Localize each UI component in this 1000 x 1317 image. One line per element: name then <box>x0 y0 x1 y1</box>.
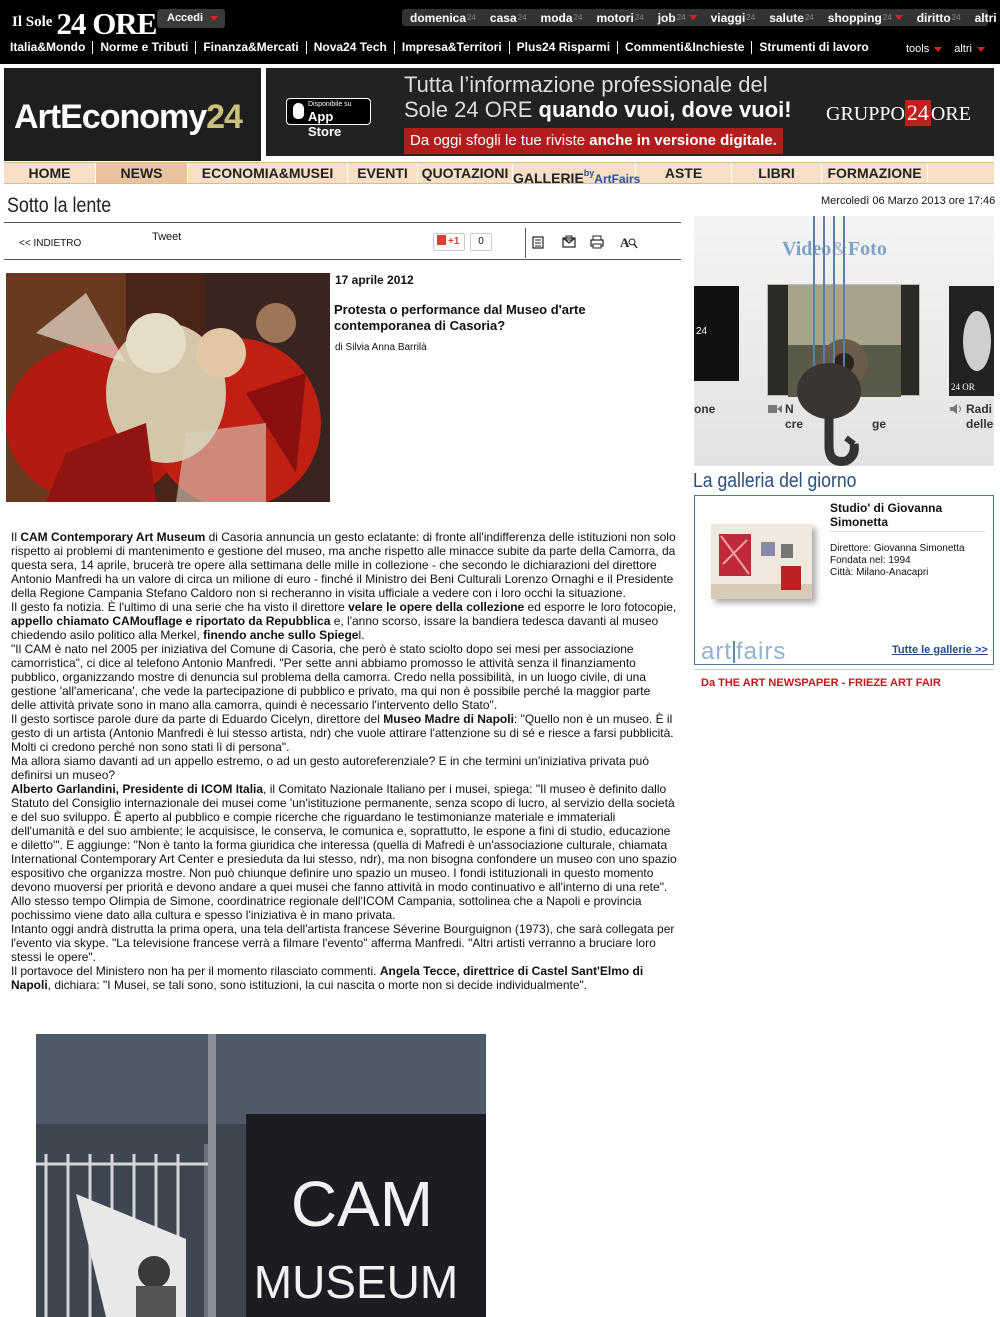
tools-menu-tools[interactable] <box>906 43 942 55</box>
top-nav-domenica[interactable] <box>410 11 476 25</box>
brand-name: ArtEconomy <box>14 98 207 136</box>
artfairs-logo-b: fairs <box>736 638 787 665</box>
top-nav-label: salute <box>769 10 804 25</box>
vf-title-b: & <box>831 238 848 260</box>
thumb-caption: cre <box>785 417 804 431</box>
arteconomy24-logo[interactable] <box>4 68 261 161</box>
nav-eventi[interactable] <box>348 163 418 183</box>
gallery-of-day-title: La galleria del giorno <box>693 470 857 492</box>
top-nav-diritto[interactable] <box>917 11 961 25</box>
crane-hook-decoration <box>774 216 894 466</box>
gallery-name[interactable]: Studio' di Giovanna Simonetta <box>830 501 943 529</box>
top-nav-label: moda <box>540 10 573 25</box>
main-nav-item[interactable]: Nova24 Tech <box>306 41 394 54</box>
top-nav-moda[interactable] <box>541 11 583 25</box>
article-author: di Silvia Anna Barrilà <box>335 342 427 353</box>
article-title: Protesta o performance dal Museo d'arte contemporanea di Casoria? <box>334 302 586 333</box>
article-text: Ma allora siamo davanti ad un appello estremo, o ad un gesto autoreferenziale? E in che termini un'iniziativa privata può definirsi un museo? <box>11 754 649 782</box>
article-text: Il <box>11 530 21 544</box>
current-datetime: Mercoledì 06 Marzo 2013 ore 17:46 <box>821 195 996 207</box>
divider <box>694 669 994 670</box>
thumb-logo: 24 OR <box>951 382 975 392</box>
top-nav-label: domenica <box>410 10 467 25</box>
article-text: Il portavoce del Ministero non ha per il momento rilasciato commenti. <box>11 964 380 978</box>
article-paragraph <box>11 530 677 600</box>
gallery-image[interactable] <box>711 524 812 599</box>
nav-economia-musei[interactable] <box>188 163 348 183</box>
top-nav-salute[interactable] <box>769 11 814 25</box>
article-image <box>6 273 330 502</box>
article-text: "Il CAM è nato nel 2005 per iniziativa del Comune di Casoria, che però è stato sciolto dopo sei mesi per associazione camorristica", ci dice al telefono Antonio Manfredi. "Per sette anni abbiamo promosso le attività senza il finanziamento pubblico, organizzando mostre di denuncia sul problema della camorra. Credo nella possibilità, in un luogo civile, di una gestione 'all'americana', che vede la partecipazione di pubblico e privato, ma qui non è possibile perché la maggior parte delle attività private sono in mano alla camorra, quindi è necessario l'intervento dello Stato". <box>11 642 651 712</box>
artfairs-logo-bar <box>733 641 735 663</box>
main-nav-item[interactable]: Commenti&Inchieste <box>617 41 751 54</box>
article-text: Allo stesso tempo Olimpia de Simone, coordinatrice regionale dell'ICOM Campania, sottolinea che a Napoli e provincia pochissimo viene dato alla cultura e spesso l'iniziativa è in mano privata. <box>11 894 642 922</box>
gallery-founded: Fondata nel: 1994 <box>830 555 911 566</box>
main-nav-item[interactable]: Plus24 Risparmi <box>509 41 617 54</box>
secondary-nav <box>402 9 997 26</box>
article-paragraph <box>11 642 677 712</box>
gruppo-text: GRUPPO <box>826 103 905 125</box>
article-toolbar <box>4 228 681 260</box>
article-text: : "Quello non è un museo. È il gesto di un artista (Antonio Manfredi è lui stesso artista, ndr) che vuole attirare l'attenzione su di sé e riesce a farsi pubblicità. Molti ci credono perché non sono stati lì di persona". <box>11 712 674 754</box>
thumb-caption: Radi <box>966 402 993 416</box>
nav-formazione[interactable] <box>822 163 928 183</box>
video-foto-carousel <box>694 216 994 466</box>
video-thumbnail[interactable] <box>694 286 739 381</box>
main-nav-item[interactable]: Finanza&Mercati <box>195 41 305 54</box>
divider <box>4 222 681 223</box>
nav-quotazioni[interactable] <box>418 163 513 183</box>
nav-label: GALLERIE <box>513 170 584 186</box>
article-link[interactable]: CAM Contemporary Art Museum <box>20 530 206 544</box>
thumb-number: 24 <box>696 326 708 337</box>
nav-libri[interactable] <box>732 163 822 183</box>
logo-small-text: Il Sole <box>12 14 53 30</box>
article-link[interactable]: velare le opere della collezione <box>348 600 525 614</box>
article-text: Il gesto sortisce parole dure da parte di Eduardo Cicelyn, direttore del <box>11 712 384 726</box>
article-paragraph <box>11 600 677 642</box>
logo-big-text: 24 ORE <box>56 6 157 41</box>
accedi-button[interactable] <box>157 9 225 28</box>
top-nav-suffix: 24 <box>634 13 644 22</box>
top-nav-casa[interactable] <box>490 11 527 25</box>
banner-line-2-b: quando vuoi, dove vuoi! <box>538 97 792 122</box>
accedi-label: Accedi <box>167 12 204 24</box>
top-nav-viaggi[interactable] <box>711 11 756 25</box>
google-plus-label: +1 <box>448 236 460 247</box>
main-nav <box>10 41 876 54</box>
top-nav-label: casa <box>489 10 517 25</box>
appstore-small-text: Disponibile su <box>308 101 352 108</box>
article-text: e, l'anno scorso, issare la bandiera tedesca davanti al museo chiedendo asilo politico alla Merkel, <box>11 614 659 642</box>
vf-title-c: Foto <box>847 238 887 260</box>
top-nav-suffix: 24 <box>676 13 686 22</box>
article-link[interactable]: Alberto Garlandini, Presidente di ICOM Italia <box>11 782 264 796</box>
gruppo24ore-logo <box>826 100 971 126</box>
all-galleries-link[interactable] <box>892 644 988 656</box>
gallery-director: Direttore: Giovanna Simonetta <box>830 543 965 554</box>
top-nav-motori[interactable] <box>596 11 643 25</box>
tools-label: altri <box>954 43 972 55</box>
chevron-down-icon <box>689 15 697 20</box>
banner-line-3 <box>404 128 783 154</box>
nav-label: NEWS <box>120 165 163 181</box>
top-nav-label: job <box>657 10 676 25</box>
top-nav-label: diritto <box>916 10 951 25</box>
banner-line-2-a: Sole 24 ORE <box>404 97 539 122</box>
print-icon[interactable] <box>590 235 604 249</box>
thumb-caption: one <box>694 402 716 416</box>
sign-museum: MUSEUM <box>253 1256 459 1308</box>
article-text: l. <box>358 628 365 642</box>
top-bar <box>0 0 1000 64</box>
nav-label: QUOTAZIONI <box>421 165 509 181</box>
email-icon[interactable] <box>562 235 576 249</box>
thumb-caption: ge <box>872 417 887 431</box>
article-paragraph <box>11 782 677 894</box>
article-date: 17 aprile 2012 <box>335 273 414 287</box>
article-text: Il gesto fa notizia. È l'ultimo di una serie che ha visto il direttore <box>11 600 349 614</box>
banner-line-3-b: anche in versione digitale. <box>589 132 777 149</box>
article-paragraph <box>11 712 677 754</box>
archive-icon[interactable] <box>531 235 545 249</box>
nav-label: EVENTI <box>357 165 408 181</box>
top-nav-label: shopping <box>827 10 882 25</box>
article-text: Intanto oggi andrà distrutta la prima opera, una tela dell'artista francese Séverine Bourguignon (1973), che sarà collegata per l'evento via skype. "La televisione francese verrà a filmare l'evento" afferma Manfredi. "Altri artisti verranno a bruciare loro stessi le opere". <box>11 922 675 964</box>
main-nav-item[interactable]: Norme e Tributi <box>92 41 195 54</box>
nav-artfairs: ArtFairs <box>594 172 641 186</box>
nav-news[interactable] <box>96 163 188 183</box>
top-nav-suffix: 24 <box>573 13 583 22</box>
article-text: , dichiara: "I Musei, se tali sono, sono istituzioni, la cui nascita o morte non si decide individualmente". <box>47 978 588 992</box>
article-paragraph <box>11 894 677 922</box>
back-link[interactable]: << INDIETRO <box>19 238 82 249</box>
nav-by: by <box>583 168 595 178</box>
nav-label: LIBRI <box>758 165 795 181</box>
top-nav-suffix: 24 <box>746 13 756 22</box>
article-link[interactable]: finendo anche sullo Spiege <box>203 628 359 642</box>
double-arrow-icon: >> <box>974 644 988 656</box>
banner-line-2 <box>404 97 792 123</box>
section-nav <box>4 162 994 184</box>
article-link[interactable]: Museo Madre di Napoli <box>383 712 514 726</box>
section-title: Sotto la lente <box>7 194 112 217</box>
brand-number: 24 <box>206 98 242 136</box>
divider <box>830 531 985 532</box>
top-nav-label: viaggi <box>710 10 746 25</box>
audio-icon <box>950 404 962 414</box>
top-nav-suffix: 24 <box>517 13 527 22</box>
nav-label: ECONOMIA&MUSEI <box>201 165 334 181</box>
app-store-badge[interactable] <box>286 98 371 139</box>
artfairs-logo-a: art <box>701 638 733 665</box>
video-thumbnail[interactable] <box>949 286 994 396</box>
chevron-down-icon <box>210 16 218 21</box>
banner-line-3-a: Da oggi sfogli le tue riviste <box>410 132 590 149</box>
article-link[interactable]: Angela Tecce, direttrice di Castel Sant'Elmo di Napoli <box>11 964 644 992</box>
banner-line-1: Tutta l’informazione professionale del <box>404 72 768 97</box>
google-plus-button[interactable] <box>433 233 465 251</box>
tools-menu <box>906 43 985 55</box>
top-nav-suffix: 24 <box>804 13 814 22</box>
main-nav-item[interactable]: Impresa&Territori <box>394 41 509 54</box>
main-nav-item[interactable]: Italia&Mondo <box>10 40 86 54</box>
tweet-button[interactable]: Tweet <box>152 231 182 243</box>
nav-label: FORMAZIONE <box>827 165 922 181</box>
chevron-down-icon <box>977 47 985 52</box>
vf-title-a: Video <box>782 238 832 260</box>
nav-aste[interactable] <box>636 163 732 183</box>
gruppo-ore-text: ORE <box>930 103 971 125</box>
appstore-big-text: App Store <box>308 109 342 139</box>
top-nav-label: motori <box>596 10 634 25</box>
nav-gallerie[interactable] <box>513 163 641 186</box>
gallery-of-day-box <box>694 495 994 665</box>
top-nav-label: altri <box>974 10 997 25</box>
top-nav-altri[interactable] <box>975 11 1000 25</box>
art-newspaper-link[interactable]: Da THE ART NEWSPAPER - FRIEZE ART FAIR <box>701 677 941 689</box>
tools-label: tools <box>906 43 930 55</box>
gruppo-number: 24 <box>906 100 929 125</box>
article-text: di Casoria annuncia un gesto eclatante: di fronte all'indifferenza delle istituzioni non solo rispetto ai problemi di mantenimento e gestione del museo, ma anche rispetto alle minacce subite da parte della Camorra, da questa sera, 14 aprile, brucerà tre opere alla settimana delle mille in collezione - che secondo le dichiarazioni del direttore Antonio Manfredi ha un valore di circa un milione di euro - finché il Ministro dei Beni Culturali Lorenzo Ornaghi e il Presidente della Regione Campania Stefano Caldoro non si recheranno in visita ufficiale a vedere con i loro occhi la situazione. <box>11 530 676 600</box>
top-nav-shopping[interactable] <box>828 11 903 25</box>
article-paragraph <box>11 754 677 782</box>
apple-icon <box>293 103 304 119</box>
svg-text:A: A <box>620 235 630 249</box>
chevron-down-icon <box>895 15 903 20</box>
nav-label: ASTE <box>664 165 703 181</box>
all-galleries-label: Tutte le gallerie <box>892 644 972 656</box>
top-nav-suffix: 24 <box>951 13 961 22</box>
article-link[interactable]: appello chiamato CAMouflage e riportato da Repubblica <box>11 614 331 628</box>
gallery-city: Città: Milano-Anacapri <box>830 567 929 578</box>
google-plus-icon <box>437 235 446 245</box>
thumb-caption: N <box>785 402 794 416</box>
divider <box>525 228 526 258</box>
tools-menu-altri[interactable] <box>954 43 985 55</box>
sole24ore-logo[interactable] <box>12 6 156 42</box>
main-nav-item[interactable]: Strumenti di lavoro <box>751 41 875 54</box>
article-paragraph <box>11 964 677 992</box>
cam-museum-photo <box>36 1034 486 1317</box>
app-store-banner[interactable] <box>266 68 994 156</box>
article-text: ed esporre le loro fotocopie, <box>524 600 677 614</box>
top-nav-suffix: 24 <box>882 13 892 22</box>
google-plus-count: 0 <box>470 233 492 251</box>
article-paragraph <box>11 922 677 964</box>
article-text: , il Comitato Nazionale Italiano per i musei, spiega: "Il museo è definito dallo Statuto del Consiglio internazionale dei musei come 'un'istituzione permanente, senza scopo di lucro, al servizio della società e del suo sviluppo. È aperto al pubblico e compie ricerche che riguardano le testimonianze materiale e immateriali dell'umanità e del suo ambiente; le acquisisce, le conserva, le comunica e, soprattutto, le espone a fini di studio, educazione e diletto'". E aggiunge: "Non è tanto la forma giuridica che interessa (quella di Mafredi è un'associazione culturale, chiamata International Contemporary Art Center e presieduta da lui stesso, ndr), ma non bisogna confondere un museo con uno spazio espositivo che organizza mostre. Non può chiunque definire uno spazio un museo. I fondi istituzionali in questo momento devono muoversi per priorità e devono andare a quei musei che fanno attività in modo continuativo e all'interno di una rete". <box>11 782 677 894</box>
top-nav-suffix: 24 <box>467 13 476 22</box>
thumb-caption: delle <box>966 417 994 431</box>
top-nav-job[interactable] <box>658 11 697 25</box>
nav-label: HOME <box>28 165 71 181</box>
article-body <box>11 530 677 992</box>
sign-cam: CAM <box>290 1168 434 1240</box>
artfairs-logo <box>701 638 786 666</box>
nav-home[interactable] <box>4 163 96 183</box>
chevron-down-icon <box>934 47 942 52</box>
text-size-icon[interactable] <box>620 235 638 249</box>
